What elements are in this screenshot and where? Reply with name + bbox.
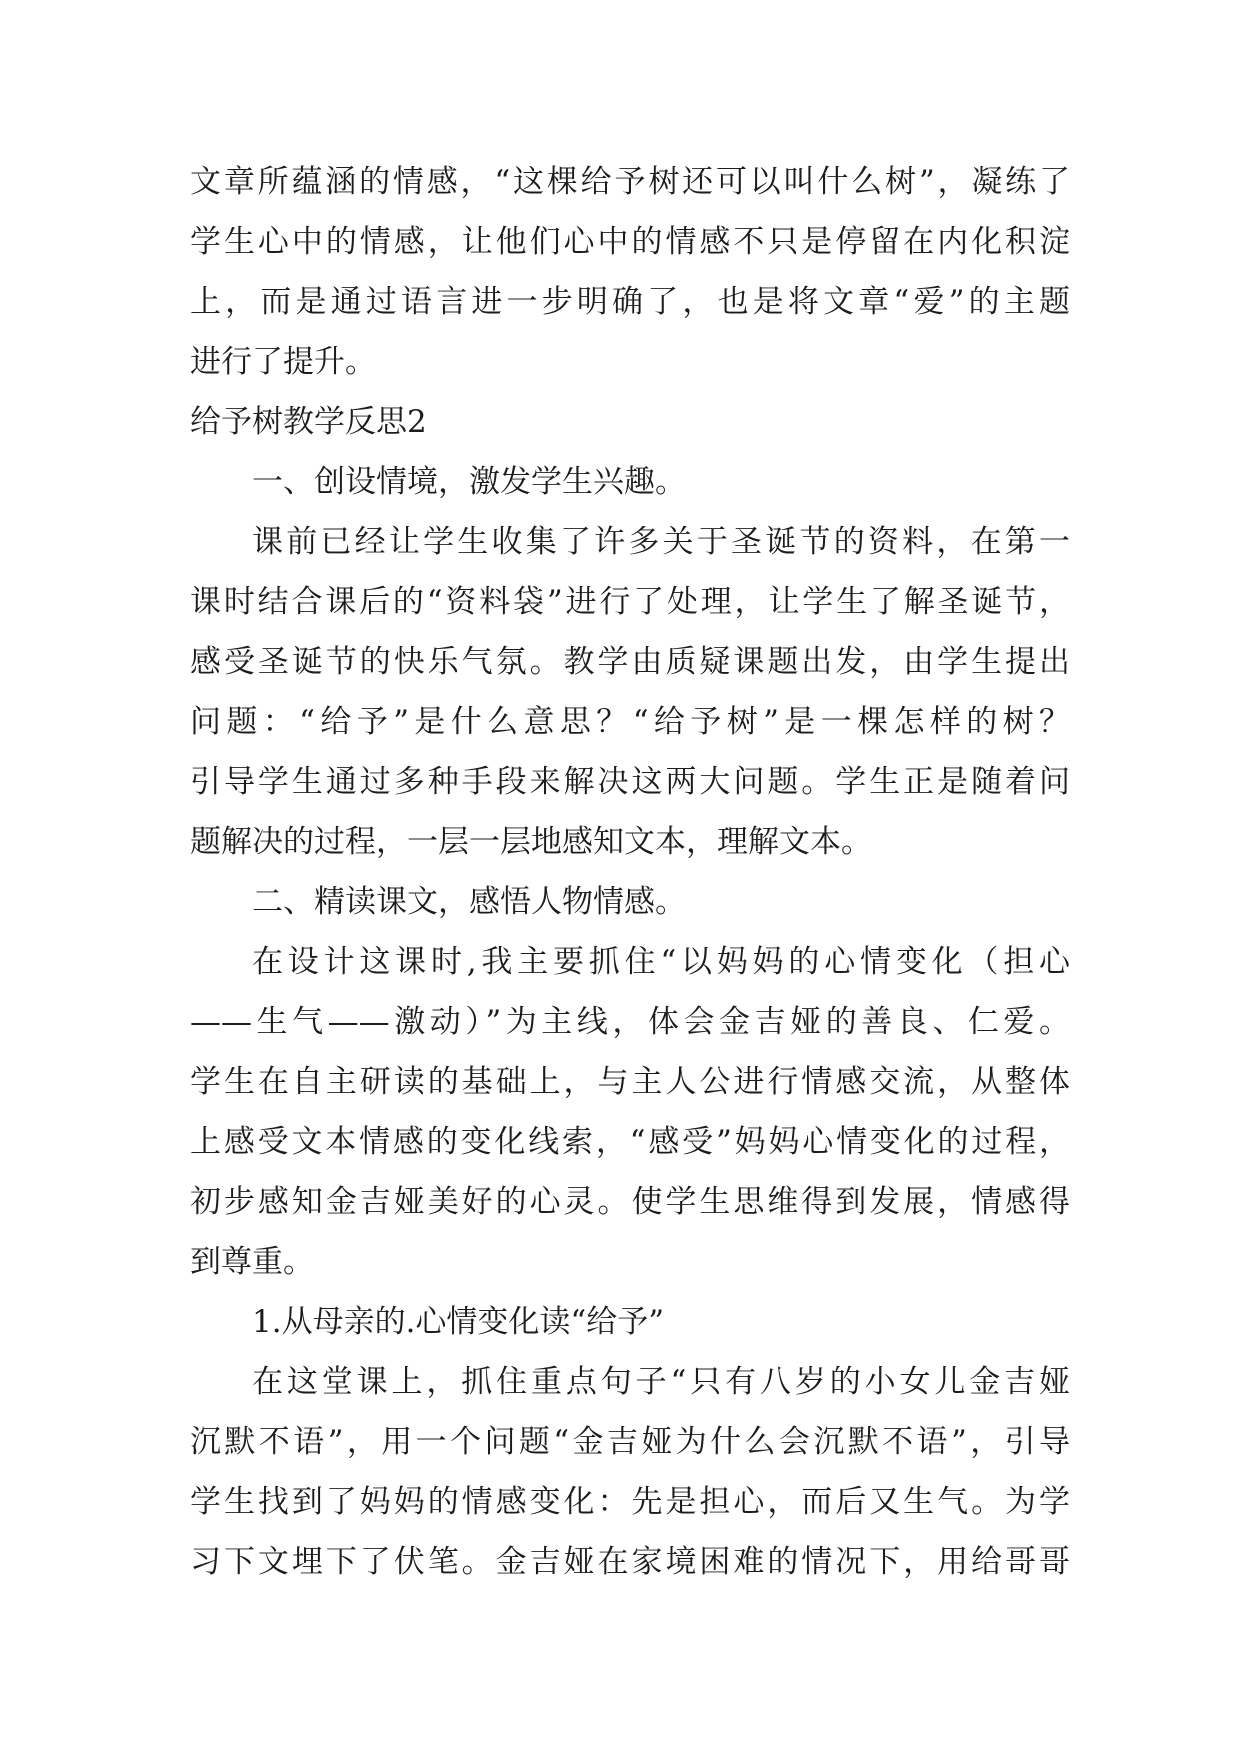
document-body: [190, 152, 1070, 1592]
text-line: 题解决的过程，一层一层地感知文本，理解文本。: [190, 824, 872, 860]
text-line: 文章所蕴涵的情感，“这棵给予树还可以叫什么树”，凝练了: [190, 164, 1070, 200]
text-line: 学生找到了妈妈的情感变化：先是担心，而后又生气。为学: [190, 1484, 1070, 1520]
text-line: ——生气——激动）”为主线，体会金吉娅的善良、仁爱。: [190, 1004, 1070, 1040]
text-line: 上感受文本情感的变化线索，“感受”妈妈心情变化的过程，: [190, 1124, 1070, 1160]
subsection-heading: 二、精读课文，感悟人物情感。: [252, 884, 686, 920]
subsection-heading: 一、创设情境，激发学生兴趣。: [252, 464, 686, 500]
text-line: 进行了提升。: [190, 344, 376, 380]
text-line: 上，而是通过语言进一步明确了，也是将文章“爱”的主题: [190, 284, 1070, 320]
text-line: 到尊重。: [190, 1244, 314, 1280]
text-line: 学生心中的情感，让他们心中的情感不只是停留在内化积淀: [190, 224, 1070, 260]
section-heading: 给予树教学反思2: [190, 404, 427, 440]
text-line: 沉默不语”，用一个问题“金吉娅为什么会沉默不语”，引导: [190, 1424, 1070, 1460]
text-line: 问题：“给予”是什么意思？“给予树”是一棵怎样的树？: [190, 704, 1070, 740]
list-item-heading: 1.从母亲的.心情变化读“给予”: [252, 1304, 665, 1340]
text-line: 课时结合课后的“资料袋”进行了处理，让学生了解圣诞节，: [190, 584, 1070, 620]
text-line: 习下文埋下了伏笔。金吉娅在家境困难的情况下，用给哥哥: [190, 1544, 1070, 1580]
text-line: 感受圣诞节的快乐气氛。教学由质疑课题出发，由学生提出: [190, 644, 1070, 680]
text-line: 课前已经让学生收集了许多关于圣诞节的资料，在第一: [252, 524, 1070, 560]
text-line: 学生在自主研读的基础上，与主人公进行情感交流，从整体: [190, 1064, 1070, 1100]
text-line: 在设计这课时,我主要抓住“以妈妈的心情变化（担心: [252, 944, 1070, 980]
text-line: 引导学生通过多种手段来解决这两大问题。学生正是随着问: [190, 764, 1070, 800]
text-line: 初步感知金吉娅美好的心灵。使学生思维得到发展，情感得: [190, 1184, 1070, 1220]
text-line: 在这堂课上，抓住重点句子“只有八岁的小女儿金吉娅: [252, 1364, 1070, 1400]
